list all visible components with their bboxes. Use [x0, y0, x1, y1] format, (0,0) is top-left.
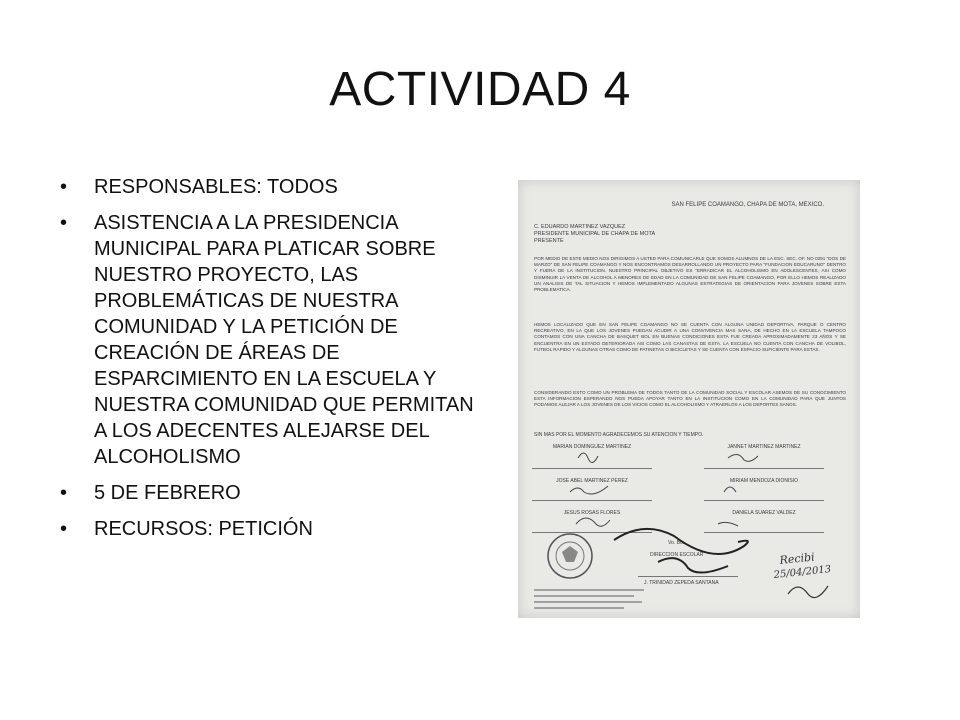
bullet-marker: •	[60, 518, 68, 540]
bullet-marker: •	[60, 482, 68, 504]
approval-label: Vo. Bo.	[668, 540, 685, 546]
signatory-name: MARIAN DOMINGUEZ MARTINEZ	[552, 444, 632, 450]
signature-scribble	[570, 486, 608, 494]
letter-paragraph: HEMOS LOCALIZADO QUE EN SAN FELIPE COAMANGO NO SE CUENTA CON ALGUNA UNIDAD DEPORTIVA, PARQUE O CENTRO RECREATIVO, EN LA QUE LOS JOVENES PUEDAN ACUDIR A UNA CONVIVENCIA MAS SANA, DE HECHO EN LA ESCUELA TAMPOCO CONTAMOS CON UNA CANCHA DE BASQUET BOL EN BUENAS CONDICIONES ESTA FUE CREADA APROXIMADAMENTE 23 AÑOS Y SE ENCUENTRA EN UN ESTADO DETERIORADA ASI COMO LAS CANASTAS DE ESTA. LA ESCUELA NO CUENTA CON CANCHA DE VOLIBOL, FUTBOL RAPIDO Y ALGUNAS OTRAS COMO DE PATINETAS O BICICLETAS Y SE CUENTA CON ESPACIO SUFICIENTE PARA ESTAS.	[534, 322, 846, 352]
director-name: J. TRINIDAD ZEPEDA SANTANA	[644, 580, 719, 586]
recipient-presente: PRESENTE	[534, 238, 564, 244]
stamp-lines	[534, 590, 644, 608]
signatory-name: MIRIAM MENDOZA DIONISIO	[729, 478, 799, 484]
seal-emblem	[562, 546, 578, 562]
letter-paragraph: CONSIDERANDO ESTO COMO UN PROBLEMA DE TODOS TANTO DE LA COMUNIDAD SOCIAL Y ESCOLAR ASEMOS DE SU CONOCIMIENTO ESTA INFORMACION ESPERANDO NOS PUEDA APOYAR TANTO EN LA INSTITUCION COMO EN LA COMUNIDAD PARA QUE JUNTOS PODAMOS ALEJAR A LOS JOVENES DE LOS VICIOS COMO EL ALCOHOLISMO Y ATRAERLOS A LOS DEPORTES SANOS.	[534, 390, 846, 408]
bullet-text: RECURSOS: PETICIÓN	[94, 518, 313, 540]
received-note: Recibi	[778, 550, 816, 567]
signatory-name: DANIELA SUAREZ VALDEZ	[732, 510, 796, 516]
letter-closing: SIN MAS POR EL MOMENTO AGRADECEMOS SU ATENCION Y TIEMPO.	[534, 432, 704, 438]
signature-scribble	[718, 522, 738, 526]
bullet-list	[58, 174, 478, 552]
director-signature	[614, 529, 748, 573]
recipient-name: C. EDUARDO MARTINEZ VAZQUEZ	[534, 224, 626, 230]
signatory-name: JESUS ROSAS FLORES	[563, 510, 621, 516]
bullet-text: 5 DE FEBRERO	[94, 482, 241, 504]
director-title: DIRECCION ESCOLAR	[650, 552, 704, 558]
bullet-text: ASISTENCIA A LA PRESIDENCIA MUNICIPAL PARA PLATICAR SOBRE NUESTRO PROYECTO, LAS PROBLEMÁTICAS DE NUESTRA COMUNIDAD Y LA PETICIÓN DE CREACIÓN DE ÁREAS DE ESPARCIMIENTO EN LA ESCUELA Y NUESTRA COMUNIDAD QUE PERMITAN A LOS ADECENTES ALEJARSE DEL ALCOHOLISMO	[94, 212, 474, 468]
letter-photo	[518, 180, 860, 618]
signature-scribble	[576, 518, 610, 526]
recipient-title: PRESIDENTE MUNICIPAL DE CHAPA DE MOTA	[534, 231, 656, 237]
signatory-name: JOSE ABEL MARTINEZ PEREZ	[556, 478, 628, 484]
received-date: 25/04/2013	[773, 564, 832, 581]
bullet-marker: •	[60, 176, 68, 198]
signature-scribble	[578, 453, 598, 463]
bullet-item	[58, 480, 478, 506]
signature-scribble	[728, 454, 758, 461]
bullet-item	[58, 174, 478, 200]
signatory-name: JANNET MARTINEZ MARTINEZ	[727, 444, 801, 450]
slide-title: ACTIVIDAD 4	[329, 63, 631, 116]
received-signature	[788, 586, 828, 598]
letter-place-date: SAN FELIPE COAMANGO, CHAPA DE MOTA, MEXICO.	[671, 202, 824, 208]
handwriting-overlay	[518, 180, 860, 618]
bullet-item	[58, 210, 478, 470]
letter-paragraph: POR MEDIO DE ESTE MEDIO NOS DIRIGIMOS A USTED PARA COMUNICARLE QUE SOMOS ALUMNOS DE LA ESC. SEC. OF. NO 0291 "DOS DE MARZO" DE SAN FELIPE COAMANGO Y NOS ENCONTRAMOS DESARROLLANDO UN PROYECTO PARA "FUNDACION EDUCARUNO" DENTRO Y FUERA DE LA INSTITUCION. NUESTRO PRINCIPAL OBJETIVO ES "ERRADICAR EL ALCOHOLISMO EN ADOLESCENTES, ASI COMO DISMINUIR LA VENTA DE ALCOHOL A MENORES DE EDAD EN LA COMUNIDAD DE SAN FELIPE COAMANGO, POR ELLO HEMOS REALIZADO UN ANALISIS DE TAL SITUACION Y HEMOS IMPLEMENTADO ALGUNAS ESTRATEGIAS DE ORIENTACION PARA JOVENES SOBRE ESTA PROBLEMATICA.	[534, 256, 846, 293]
bullet-item	[58, 516, 478, 542]
bullet-text: RESPONSABLES: TODOS	[94, 176, 338, 198]
bullet-marker: •	[60, 212, 68, 234]
signature-scribble	[724, 487, 736, 492]
